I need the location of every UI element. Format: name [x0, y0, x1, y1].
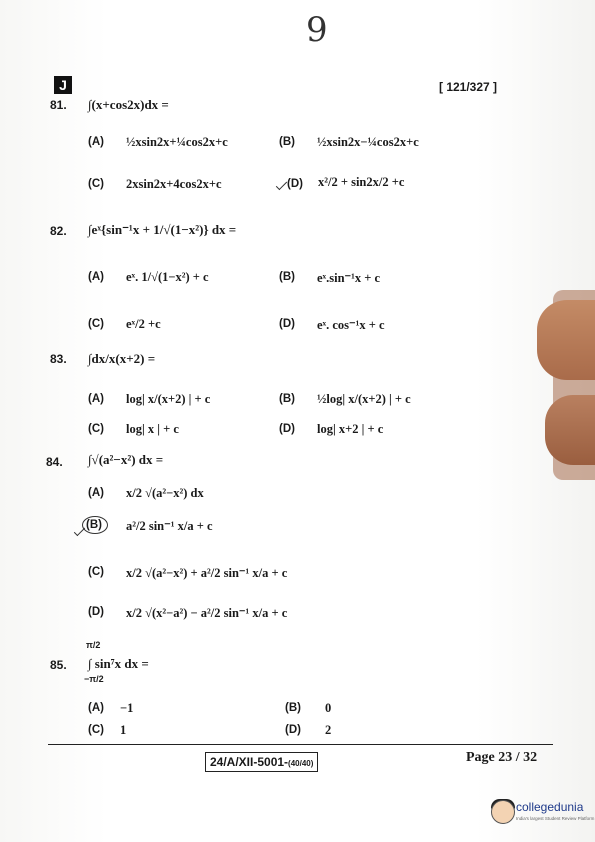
- question-stem: ∫(x+cos2x)dx =: [88, 97, 169, 112]
- option-letter: (D): [285, 724, 301, 736]
- question-number: 85.: [50, 658, 67, 672]
- option-text: eˣ. 1/√(1−x²) + c: [126, 270, 209, 284]
- finger: [545, 395, 595, 465]
- question-stem: ∫ sin⁷x dx =: [88, 656, 149, 671]
- page-number: Page 23 / 32: [466, 750, 538, 765]
- option-text: ½xsin2x−¼cos2x+c: [317, 135, 419, 149]
- option-text: log| x | + c: [126, 422, 179, 436]
- paper-code-main: 24/A/XII-5001-: [210, 755, 289, 769]
- option-text: log| x+2 | + c: [317, 422, 384, 436]
- option-text: ½log| x/(x+2) | + c: [317, 392, 411, 406]
- option-letter: (D): [287, 178, 303, 190]
- option-letter: (C): [88, 318, 104, 330]
- lower-limit: −π/2: [84, 674, 104, 684]
- question-stem: ∫eˣ{sin⁻¹x + 1/√(1−x²)} dx =: [88, 222, 237, 237]
- set-badge: J: [54, 76, 72, 94]
- option-letter: (D): [279, 318, 295, 330]
- option-text: eˣ.sin⁻¹x + c: [317, 271, 381, 285]
- option-text: 0: [325, 701, 332, 715]
- footer-divider: [48, 744, 553, 745]
- header-code: [ 121/327 ]: [439, 80, 498, 94]
- tick-mark-icon: [74, 525, 85, 536]
- option-text: eˣ. cos⁻¹x + c: [317, 318, 385, 332]
- option-letter: (A): [88, 702, 104, 714]
- option-text: x/2 √(a²−x²) + a²/2 sin⁻¹ x/a + c: [126, 566, 288, 580]
- option-letter: (C): [88, 724, 104, 736]
- option-letter: (C): [88, 178, 104, 190]
- option-letter: (D): [279, 423, 295, 435]
- question-number: 81.: [50, 98, 67, 112]
- question-number: 84.: [46, 455, 63, 469]
- option-letter: (B): [279, 393, 295, 405]
- handwritten-page-mark: 9: [306, 10, 328, 50]
- upper-limit: π/2: [86, 640, 101, 650]
- option-text: x/2 √(a²−x²) dx: [126, 486, 204, 500]
- option-letter: (B): [285, 702, 301, 714]
- option-letter: (B): [279, 271, 295, 283]
- watermark-tagline: India's largest Student Review Platform: [516, 816, 595, 821]
- option-text: −1: [120, 701, 134, 715]
- option-letter: (D): [88, 606, 104, 618]
- option-text: x/2 √(x²−a²) − a²/2 sin⁻¹ x/a + c: [126, 606, 288, 620]
- option-text: 2: [325, 723, 332, 737]
- option-letter: (A): [88, 487, 104, 499]
- paper-code-suffix: (40/40): [288, 759, 314, 768]
- logo-face-icon: [491, 800, 515, 824]
- option-text: log| x/(x+2) | + c: [126, 392, 211, 406]
- question-stem: ∫dx/x(x+2) =: [88, 351, 156, 366]
- paper-code: [205, 752, 318, 772]
- tick-mark-icon: [276, 179, 287, 190]
- option-text: ½xsin2x+¼cos2x+c: [126, 135, 228, 149]
- option-letter: (C): [88, 566, 104, 578]
- question-number: 83.: [50, 352, 67, 366]
- option-letter: (B): [86, 519, 102, 531]
- option-text: a²/2 sin⁻¹ x/a + c: [126, 519, 213, 533]
- option-text: 1: [120, 723, 127, 737]
- option-letter: (A): [88, 136, 104, 148]
- option-letter: (B): [279, 136, 295, 148]
- finger: [537, 300, 595, 380]
- watermark-brand: collegedunia: [516, 800, 584, 814]
- option-letter: (A): [88, 393, 104, 405]
- option-text: x²/2 + sin2x/2 +c: [318, 175, 405, 189]
- option-letter: (A): [88, 271, 104, 283]
- question-stem: ∫√(a²−x²) dx =: [88, 452, 164, 467]
- option-text: 2xsin2x+4cos2x+c: [126, 177, 222, 191]
- question-number: 82.: [50, 224, 67, 238]
- option-text: eˣ/2 +c: [126, 317, 161, 331]
- option-letter: (C): [88, 423, 104, 435]
